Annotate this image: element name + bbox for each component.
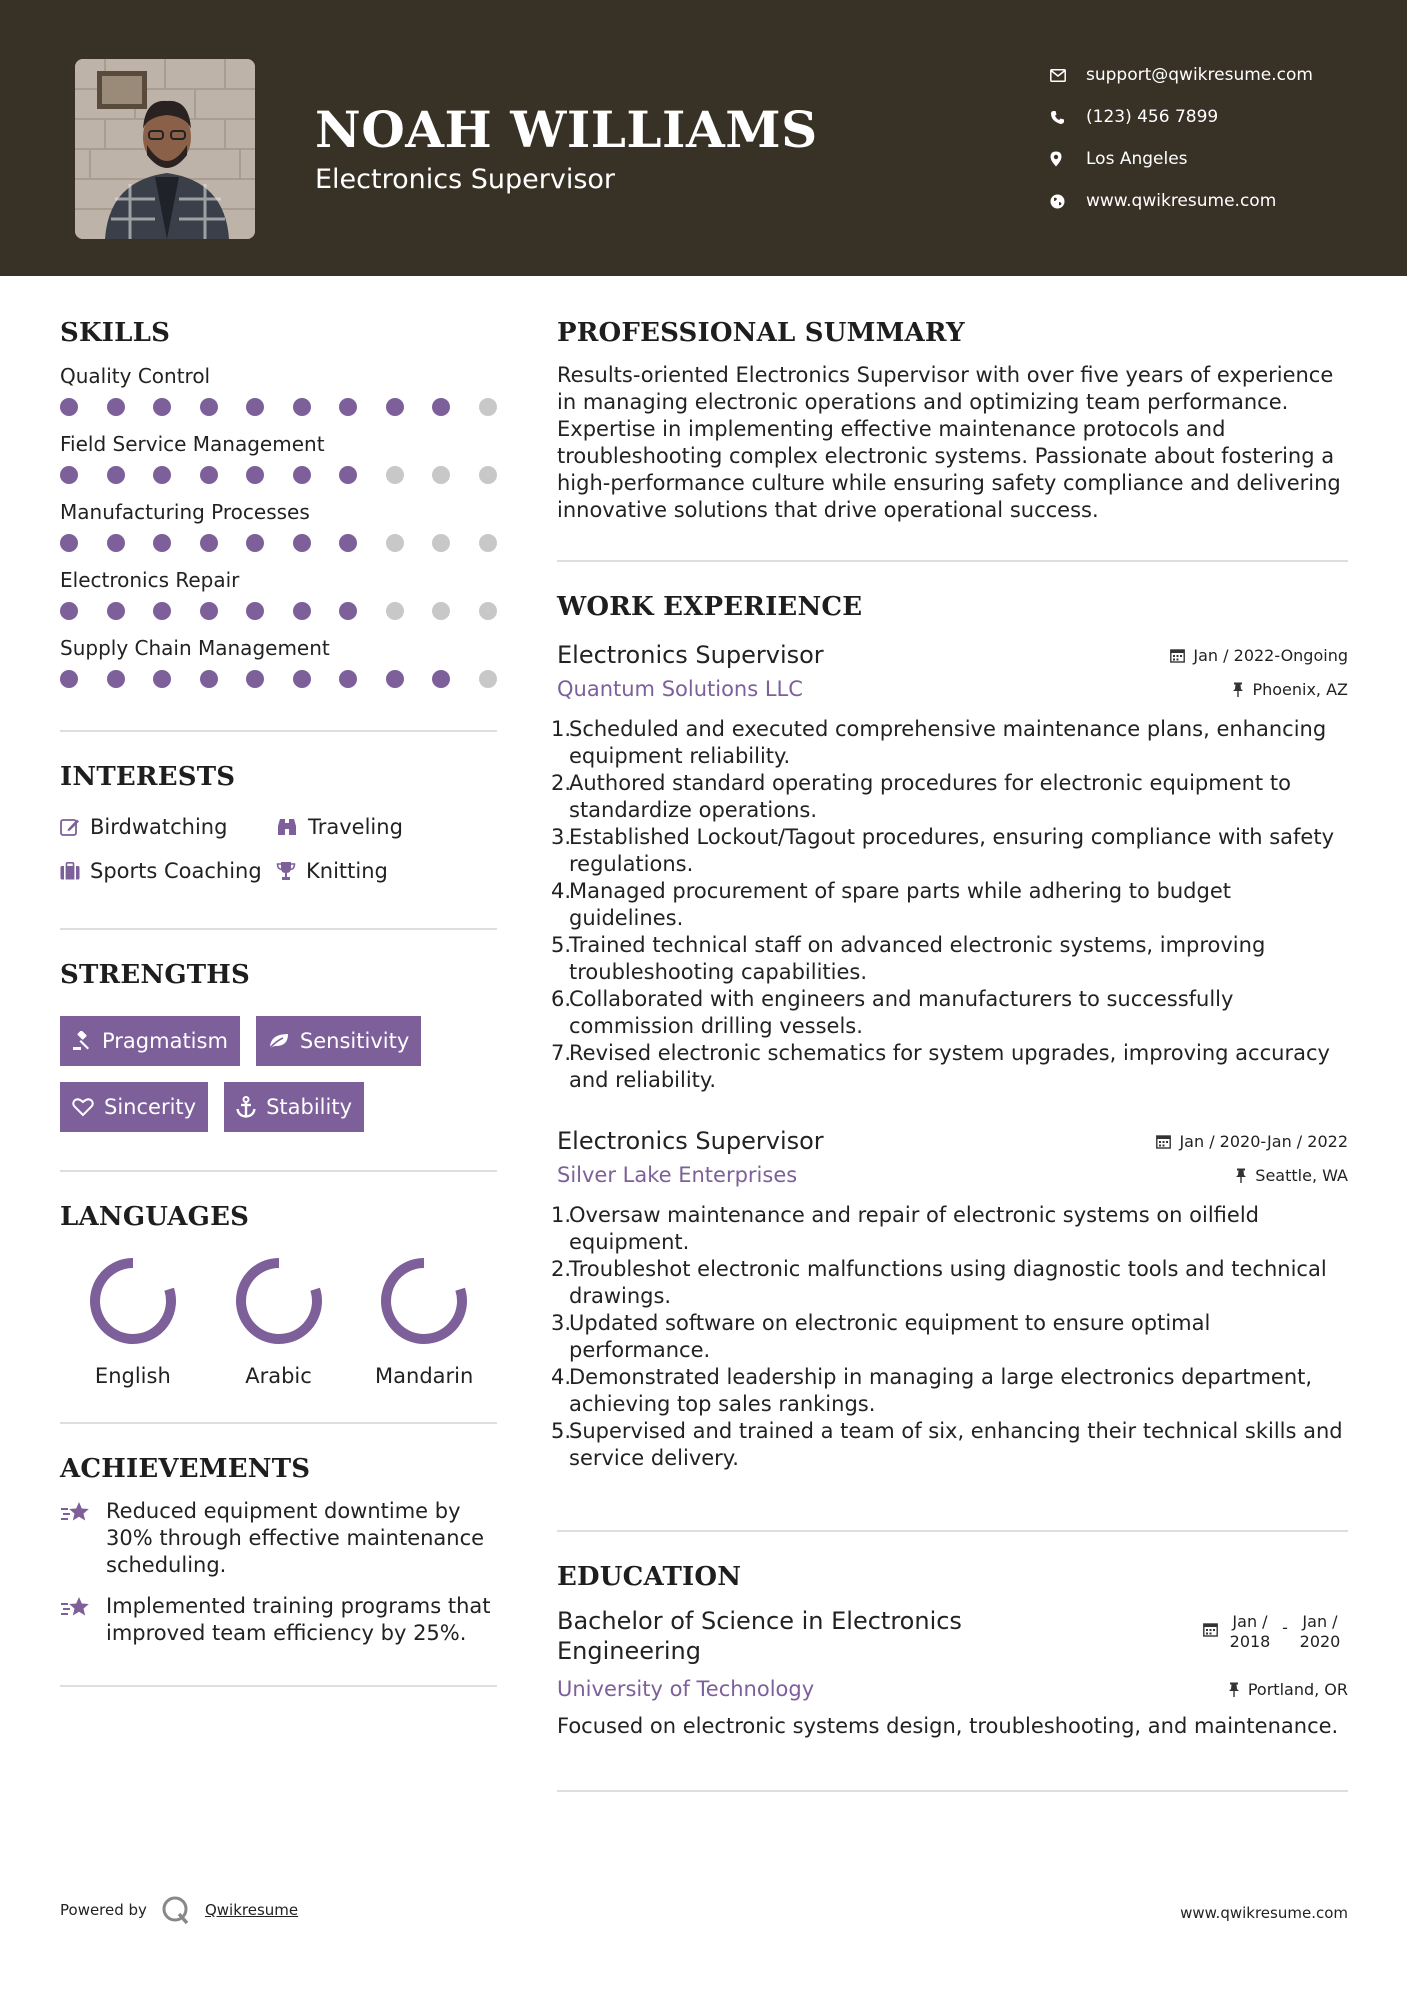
- language-name: Mandarin: [375, 1364, 474, 1388]
- education-end: Jan / 2020: [1299, 1612, 1341, 1651]
- achievements-heading: ACHIEVEMENTS: [60, 1454, 311, 1484]
- achievements-list: [60, 1498, 497, 1647]
- rating-dot-filled: [60, 466, 78, 484]
- language-item: [351, 1256, 497, 1388]
- rating-dot-filled: [293, 398, 311, 416]
- rating-dot-filled: [432, 398, 450, 416]
- rating-dot-empty: [432, 602, 450, 620]
- skill-name: Electronics Repair: [60, 568, 240, 592]
- contact-location: [1050, 138, 1390, 180]
- rating-dot-empty: [479, 398, 497, 416]
- interest-label: Knitting: [306, 859, 388, 883]
- skills-list: [60, 364, 497, 688]
- skill-name: Quality Control: [60, 364, 211, 388]
- rating-dot-filled: [60, 398, 78, 416]
- left-column: [60, 318, 497, 1687]
- proficiency-arc: [95, 1263, 171, 1339]
- rating-dot-filled: [293, 534, 311, 552]
- pushpin-icon: [1235, 1168, 1247, 1183]
- duty-number: 3.: [551, 1311, 572, 1335]
- skill-rating: [60, 670, 497, 688]
- job-title: Electronics Supervisor: [557, 1127, 824, 1155]
- interest-item: [276, 814, 476, 840]
- footer-url[interactable]: www.qwikresume.com: [1180, 1904, 1348, 1922]
- job-duty: [551, 1202, 1348, 1256]
- shooting-star-icon: [60, 1500, 92, 1526]
- strength-tag: [256, 1016, 421, 1066]
- job-entry: [551, 640, 1348, 1094]
- skill-rating: [60, 466, 497, 484]
- duty-text: Oversaw maintenance and repair of electronic systems on oilfield equipment.: [569, 1203, 1259, 1254]
- job-entry: [551, 1126, 1348, 1472]
- phone-icon: [1050, 110, 1086, 125]
- strength-tag: [60, 1082, 208, 1132]
- interest-label: Birdwatching: [90, 815, 228, 839]
- strengths-list: [60, 1016, 497, 1132]
- rating-dot-filled: [246, 602, 264, 620]
- rating-dot-filled: [107, 670, 125, 688]
- interests-heading: INTERESTS: [60, 762, 236, 792]
- rating-dot-filled: [60, 670, 78, 688]
- interest-item: [276, 858, 476, 884]
- experience-heading: WORK EXPERIENCE: [557, 592, 863, 622]
- map-marker-icon: [1050, 151, 1086, 167]
- powered-by-text: Powered by: [60, 1901, 147, 1919]
- duty-text: Established Lockout/Tagout procedures, ensuring compliance with safety regulations.: [569, 825, 1334, 876]
- language-proficiency-ring: [88, 1256, 178, 1346]
- candidate-name: NOAH WILLIAMS: [315, 100, 818, 159]
- rating-dot-filled: [153, 602, 171, 620]
- proficiency-arc: [386, 1263, 462, 1339]
- languages-list: [60, 1256, 497, 1388]
- contact-email-text: support@qwikresume.com: [1086, 65, 1313, 85]
- job-duty: [551, 1364, 1348, 1418]
- summary-text: Results-oriented Electronics Supervisor with over five years of experience in managing electronic operations and optimizing team performance. Expertise in implementing effective maintenance protocols and troubleshooting complex electronic systems. Passionate about fostering a high-performance culture while ensuring safety compliance and delivering innovative solutions that drive operational success.: [557, 363, 1341, 522]
- profile-photo: [75, 59, 255, 239]
- rating-dot-filled: [60, 534, 78, 552]
- strength-label: Stability: [266, 1095, 353, 1119]
- education-dates: [1203, 1612, 1348, 1652]
- languages-heading: LANGUAGES: [60, 1202, 250, 1232]
- summary-heading: PROFESSIONAL SUMMARY: [557, 318, 965, 348]
- duty-number: 5.: [551, 933, 572, 957]
- job-dates: [1170, 646, 1348, 665]
- job-duty: [551, 770, 1348, 824]
- duty-text: Supervised and trained a team of six, enhancing their technical skills and service delivery.: [569, 1419, 1343, 1470]
- strengths-heading: STRENGTHS: [60, 960, 251, 990]
- skills-heading: SKILLS: [60, 318, 171, 348]
- rating-dot-filled: [107, 398, 125, 416]
- duty-number: 4.: [551, 1365, 572, 1389]
- interest-item: [60, 858, 276, 884]
- rating-dot-filled: [339, 466, 357, 484]
- company-name: Quantum Solutions LLC: [557, 677, 803, 701]
- duty-text: Updated software on electronic equipment to ensure optimal performance.: [569, 1311, 1211, 1362]
- language-name: English: [94, 1364, 171, 1388]
- pushpin-icon: [1228, 1682, 1240, 1697]
- globe-icon: [1050, 194, 1086, 209]
- strength-label: Pragmatism: [102, 1029, 228, 1053]
- right-column: [551, 318, 1348, 1792]
- duty-number: 1.: [551, 717, 572, 741]
- rating-dot-empty: [386, 602, 404, 620]
- pushpin-icon: [1232, 682, 1244, 697]
- duty-number: 3.: [551, 825, 572, 849]
- skill-rating: [60, 534, 497, 552]
- job-location-text: Seattle, WA: [1255, 1165, 1348, 1185]
- rating-dot-filled: [153, 670, 171, 688]
- rating-dot-filled: [200, 398, 218, 416]
- envelope-icon: [1050, 69, 1086, 82]
- rating-dot-filled: [107, 602, 125, 620]
- rating-dot-filled: [200, 466, 218, 484]
- duty-number: 5.: [551, 1419, 572, 1443]
- resume-header: [0, 0, 1407, 276]
- education-heading: EDUCATION: [557, 1562, 742, 1592]
- job-duty: [551, 1418, 1348, 1472]
- candidate-title: Electronics Supervisor: [315, 164, 616, 195]
- skill-rating: [60, 602, 497, 620]
- contact-list: [1050, 54, 1390, 222]
- section-divider: [60, 1422, 497, 1424]
- contact-email[interactable]: [1050, 54, 1390, 96]
- strength-label: Sensitivity: [299, 1029, 410, 1053]
- trophy-icon: [276, 861, 296, 881]
- anchor-icon: [236, 1096, 256, 1118]
- job-duty: [551, 1310, 1348, 1364]
- qwikresume-logo-icon: [161, 1895, 191, 1925]
- section-divider: [60, 1685, 497, 1687]
- rating-dot-empty: [479, 602, 497, 620]
- skill-name: Field Service Management: [60, 432, 325, 456]
- strength-tag: [224, 1082, 364, 1132]
- language-proficiency-ring: [234, 1256, 324, 1346]
- contact-phone[interactable]: [1050, 96, 1390, 138]
- footer-powered-by: [60, 1895, 298, 1925]
- section-divider: [557, 1530, 1348, 1532]
- section-divider: [557, 1790, 1348, 1792]
- duty-number: 4.: [551, 879, 572, 903]
- section-divider: [557, 560, 1348, 562]
- rating-dot-filled: [293, 602, 311, 620]
- section-divider: [60, 1170, 497, 1172]
- job-location-text: Phoenix, AZ: [1252, 679, 1348, 699]
- duty-number: 6.: [551, 987, 572, 1011]
- date-separator: -: [1282, 1618, 1288, 1637]
- education-description: Focused on electronic systems design, troubleshooting, and maintenance.: [557, 1714, 1339, 1738]
- rating-dot-filled: [293, 670, 311, 688]
- education-start: Jan / 2018: [1229, 1612, 1271, 1651]
- school-location: [1228, 1680, 1348, 1699]
- rating-dot-filled: [386, 670, 404, 688]
- contact-phone-text: (123) 456 7899: [1086, 107, 1219, 127]
- duty-number: 2.: [551, 771, 572, 795]
- rating-dot-filled: [246, 398, 264, 416]
- contact-website-text: www.qwikresume.com: [1086, 191, 1277, 211]
- language-item: [206, 1256, 352, 1388]
- rating-dot-filled: [386, 398, 404, 416]
- calendar-icon: [1170, 648, 1185, 663]
- job-title: Electronics Supervisor: [557, 641, 824, 669]
- strength-tag: [60, 1016, 240, 1066]
- rating-dot-empty: [386, 466, 404, 484]
- skill-rating: [60, 398, 497, 416]
- rating-dot-filled: [200, 670, 218, 688]
- rating-dot-empty: [479, 534, 497, 552]
- skill-name: Manufacturing Processes: [60, 500, 310, 524]
- contact-location-text: Los Angeles: [1086, 149, 1188, 169]
- duty-text: Managed procurement of spare parts while adhering to budget guidelines.: [569, 879, 1231, 930]
- briefcase-icon: [60, 862, 80, 880]
- duty-text: Authored standard operating procedures for electronic equipment to standardize operations.: [569, 771, 1291, 822]
- job-duty: [551, 1040, 1348, 1094]
- rating-dot-empty: [386, 534, 404, 552]
- achievement-item: [60, 1498, 497, 1579]
- rating-dot-empty: [432, 534, 450, 552]
- pencil-square-icon: [60, 817, 80, 837]
- job-duty: [551, 1256, 1348, 1310]
- interests-list: [60, 814, 497, 884]
- interest-item: [60, 814, 276, 840]
- job-duties-list: [551, 1202, 1348, 1472]
- duty-text: Scheduled and executed comprehensive maintenance plans, enhancing equipment reliability.: [569, 717, 1327, 768]
- duty-text: Collaborated with engineers and manufacturers to successfully commission drilling vessels.: [569, 987, 1234, 1038]
- rating-dot-filled: [153, 534, 171, 552]
- job-location: [1232, 680, 1348, 699]
- rating-dot-filled: [153, 398, 171, 416]
- achievement-item: [60, 1593, 497, 1647]
- school-location-text: Portland, OR: [1247, 1679, 1348, 1699]
- rating-dot-filled: [60, 602, 78, 620]
- heart-icon: [72, 1097, 94, 1117]
- achievement-text: Implemented training programs that improved team efficiency by 25%.: [106, 1594, 491, 1645]
- rating-dot-empty: [432, 466, 450, 484]
- job-duty: [551, 824, 1348, 878]
- rating-dot-filled: [339, 398, 357, 416]
- duty-number: 1.: [551, 1203, 572, 1227]
- job-location: [1235, 1166, 1348, 1185]
- binoculars-icon: [276, 817, 298, 837]
- rating-dot-empty: [479, 670, 497, 688]
- rating-dot-filled: [246, 534, 264, 552]
- rating-dot-filled: [432, 670, 450, 688]
- rating-dot-filled: [200, 602, 218, 620]
- duty-text: Troubleshot electronic malfunctions using diagnostic tools and technical drawings.: [569, 1257, 1327, 1308]
- rating-dot-filled: [339, 534, 357, 552]
- rating-dot-filled: [246, 466, 264, 484]
- rating-dot-filled: [107, 466, 125, 484]
- degree-title: Bachelor of Science in Electronics Engineering: [557, 1607, 962, 1665]
- section-divider: [60, 928, 497, 930]
- duty-text: Demonstrated leadership in managing a large electronics department, achieving top sales rankings.: [569, 1365, 1313, 1416]
- rating-dot-empty: [479, 466, 497, 484]
- job-dates-text: Jan / 2020-Jan / 2022: [1179, 1131, 1348, 1151]
- rating-dot-filled: [293, 466, 311, 484]
- contact-website[interactable]: [1050, 180, 1390, 222]
- language-name: Arabic: [245, 1364, 312, 1388]
- rating-dot-filled: [153, 466, 171, 484]
- job-dates-text: Jan / 2022-Ongoing: [1193, 645, 1348, 665]
- leaf-icon: [268, 1032, 290, 1050]
- school-name: University of Technology: [557, 1677, 815, 1701]
- rating-dot-filled: [246, 670, 264, 688]
- job-dates: [1156, 1132, 1348, 1151]
- rating-dot-filled: [107, 534, 125, 552]
- company-name: Silver Lake Enterprises: [557, 1163, 798, 1187]
- shooting-star-icon: [60, 1595, 92, 1621]
- job-duty: [551, 986, 1348, 1040]
- calendar-icon: [1156, 1134, 1171, 1149]
- rating-dot-filled: [339, 670, 357, 688]
- qwikresume-link[interactable]: Qwikresume: [204, 1901, 299, 1919]
- rating-dot-filled: [200, 534, 218, 552]
- rating-dot-filled: [339, 602, 357, 620]
- interest-label: Sports Coaching: [90, 859, 262, 883]
- language-item: [60, 1256, 206, 1388]
- job-duties-list: [551, 716, 1348, 1094]
- duty-number: 2.: [551, 1257, 572, 1281]
- duty-text: Trained technical staff on advanced electronic systems, improving troubleshooting capabilities.: [569, 933, 1266, 984]
- duty-number: 7.: [551, 1041, 572, 1065]
- language-proficiency-ring: [379, 1256, 469, 1346]
- achievement-text: Reduced equipment downtime by 30% through effective maintenance scheduling.: [106, 1499, 485, 1577]
- job-duty: [551, 878, 1348, 932]
- gavel-icon: [72, 1031, 92, 1051]
- skill-name: Supply Chain Management: [60, 636, 330, 660]
- proficiency-arc: [241, 1263, 317, 1339]
- strength-label: Sincerity: [104, 1095, 197, 1119]
- job-duty: [551, 932, 1348, 986]
- interest-label: Traveling: [308, 815, 403, 839]
- calendar-icon: [1203, 1622, 1218, 1637]
- duty-text: Revised electronic schematics for system upgrades, improving accuracy and reliability.: [569, 1041, 1330, 1092]
- job-duty: [551, 716, 1348, 770]
- section-divider: [60, 730, 497, 732]
